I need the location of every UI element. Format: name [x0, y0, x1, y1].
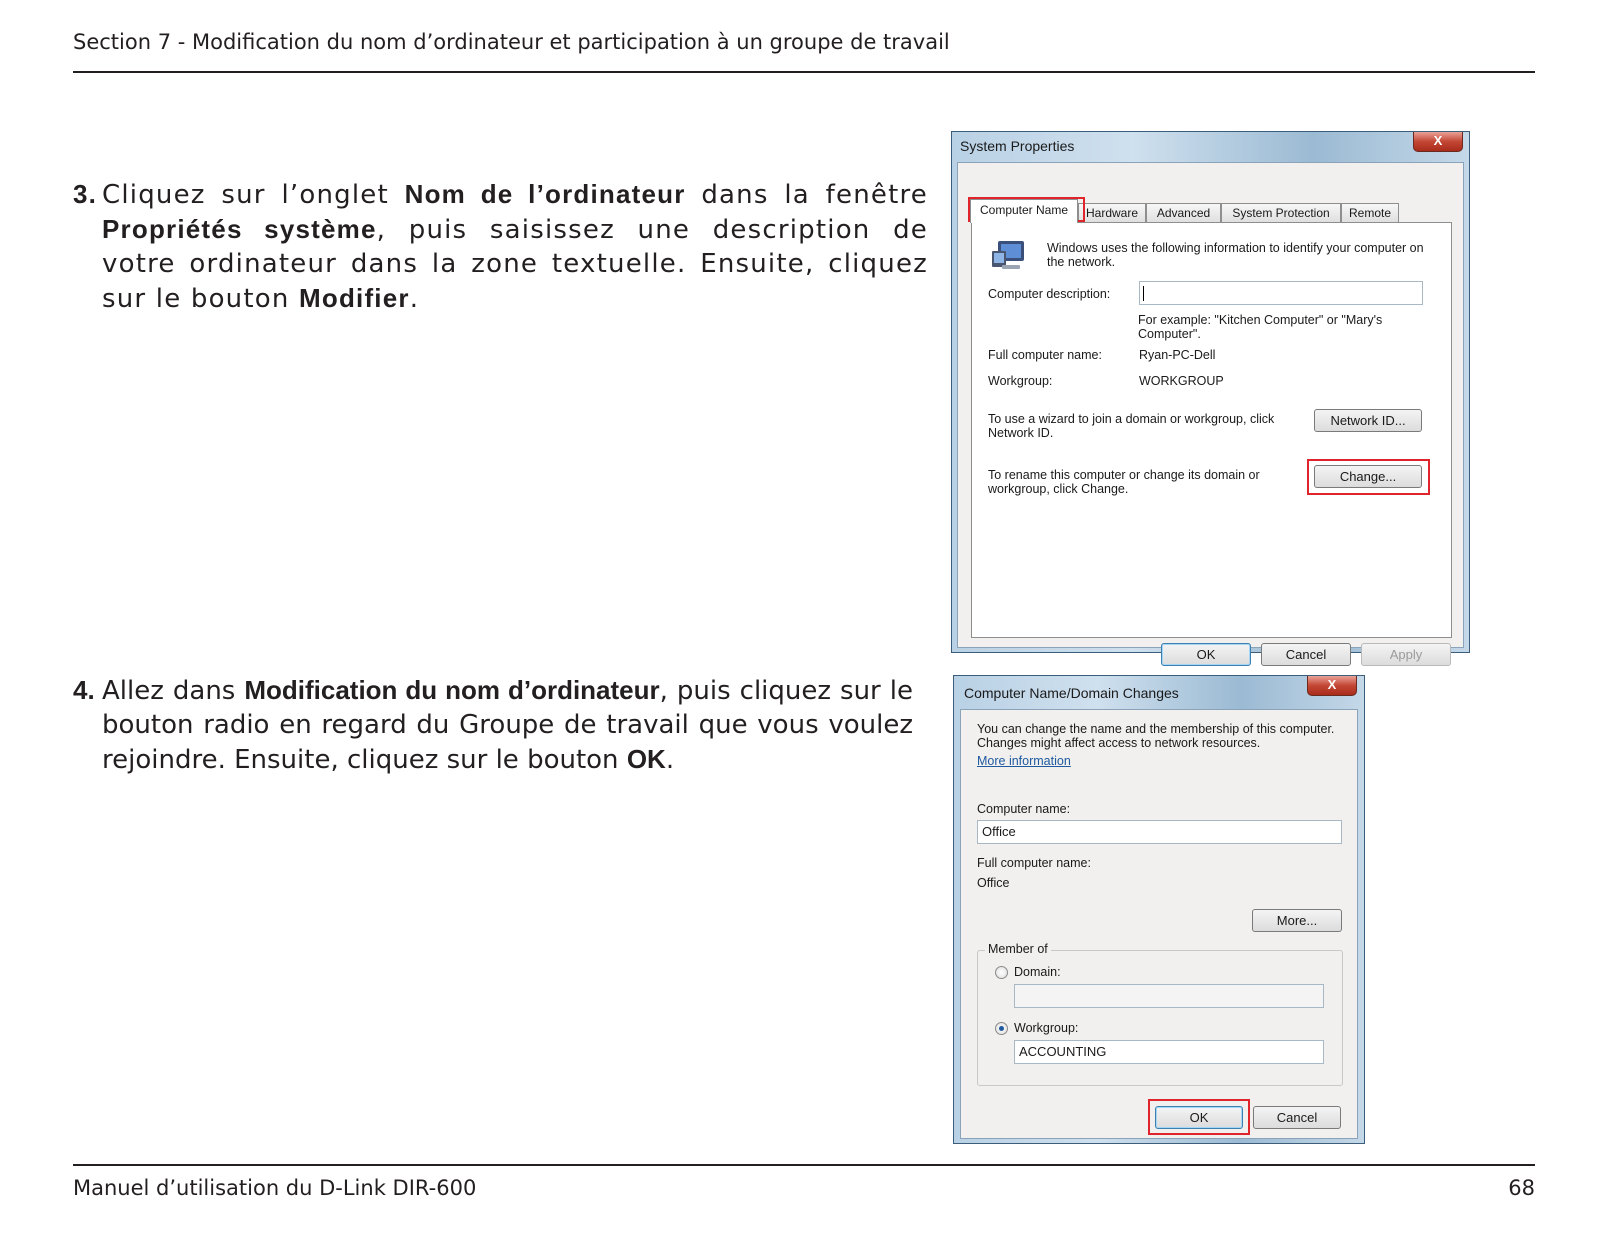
tab-computer-name[interactable]: Computer Name: [970, 199, 1078, 223]
computer-icon: [990, 239, 1028, 271]
computer-name-input[interactable]: Office: [977, 820, 1342, 844]
sp-intro-text: Windows uses the following information to identify your computer on the network.: [1047, 241, 1424, 269]
close-button[interactable]: X: [1413, 132, 1463, 152]
footer-divider: [73, 1164, 1535, 1166]
name-changes-title: Computer Name/Domain Changes: [964, 685, 1179, 701]
more-information-link[interactable]: More information: [977, 754, 1071, 768]
workgroup-radio[interactable]: [995, 1022, 1008, 1035]
computer-description-input[interactable]: [1139, 281, 1423, 305]
step-3-bold-1: Nom de l’ordinateur: [404, 179, 686, 209]
workgroup-label: Workgroup:: [988, 374, 1053, 388]
name-changes-window: [953, 675, 1365, 1144]
nc-full-name-value: Office: [977, 876, 1010, 890]
computer-name-label: Computer name:: [977, 802, 1071, 816]
step-3-text-3: , puis saisissez une description de votre ordinateur dans la zone textuelle. Ensuite, cliquez sur le bouton: [102, 215, 929, 314]
nc-ok-button[interactable]: OK: [1155, 1106, 1243, 1129]
change-description: To rename this computer or change its domain or workgroup, click Change.: [988, 468, 1260, 496]
step-3-text: [102, 177, 928, 316]
step-3-bold-2: Propriétés système: [102, 214, 377, 244]
step-4-bold-1: Modification du nom d’ordinateur: [244, 675, 660, 705]
step-4-bold-2: OK: [626, 744, 666, 774]
section-header: Section 7 - Modification du nom d’ordinateur et participation à un groupe de travail: [73, 30, 950, 54]
full-computer-name-value: Ryan-PC-Dell: [1139, 348, 1216, 362]
step-3-number: 3.: [73, 179, 98, 209]
nc-full-name-label: Full computer name:: [977, 856, 1091, 870]
manual-title: Manuel d’utilisation du D-Link DIR-600: [73, 1176, 477, 1200]
tab-system-protection[interactable]: System Protection: [1221, 203, 1341, 223]
header-divider: [73, 71, 1535, 73]
nc-cancel-button[interactable]: Cancel: [1253, 1106, 1341, 1129]
system-properties-title: System Properties: [960, 138, 1075, 154]
step-3-text-1: Cliquez sur l’onglet: [102, 180, 405, 210]
change-button-highlight: [1307, 459, 1430, 495]
close-button[interactable]: X: [1307, 676, 1357, 696]
nc-workgroup-label: Workgroup:: [1014, 1021, 1079, 1035]
member-of-label: Member of: [985, 942, 1051, 956]
step-4-text: [102, 673, 913, 777]
page-number: 68: [1508, 1176, 1535, 1200]
step-4: [73, 673, 913, 777]
network-id-description: To use a wizard to join a domain or workgroup, click Network ID.: [988, 412, 1275, 440]
tab-hardware[interactable]: Hardware: [1078, 203, 1146, 223]
step-3: [73, 177, 928, 316]
step-3-text-2: dans la fenêtre: [685, 180, 928, 210]
network-id-button[interactable]: Network ID...: [1314, 409, 1422, 432]
step-4-text-2: , puis cliquez sur le bouton radio en regard du Groupe de travail que vous voulez rejoindre. Ensuite, cliquez sur le bouton: [102, 676, 913, 775]
system-properties-client: [957, 162, 1464, 662]
tab-advanced[interactable]: Advanced: [1146, 203, 1221, 223]
domain-radio[interactable]: [995, 966, 1008, 979]
system-properties-window: [951, 131, 1470, 662]
domain-input[interactable]: [1014, 984, 1324, 1008]
step-4-text-1: Allez dans: [102, 676, 245, 706]
workgroup-input[interactable]: ACCOUNTING: [1014, 1040, 1324, 1064]
computer-name-panel: [971, 222, 1452, 638]
step-4-number: 4.: [73, 675, 95, 705]
cancel-button[interactable]: Cancel: [1261, 643, 1351, 666]
full-computer-name-label: Full computer name:: [988, 348, 1102, 362]
tab-remote[interactable]: Remote: [1341, 203, 1399, 223]
change-button[interactable]: Change...: [1314, 465, 1422, 488]
computer-description-label: Computer description:: [988, 287, 1111, 301]
ok-button-highlight: [1148, 1099, 1250, 1135]
domain-label: Domain:: [1014, 965, 1061, 979]
nc-intro-text: You can change the name and the membership of this computer. Changes might affect access to network resources.: [977, 722, 1335, 750]
step-3-text-4: .: [409, 284, 420, 314]
workgroup-value: WORKGROUP: [1139, 374, 1224, 388]
ok-button[interactable]: OK: [1161, 643, 1251, 666]
name-changes-client: [960, 709, 1358, 1139]
description-example-text: For example: "Kitchen Computer" or "Mary's Computer".: [1138, 313, 1383, 341]
apply-button[interactable]: Apply: [1361, 643, 1451, 666]
more-button[interactable]: More...: [1252, 909, 1342, 932]
step-3-bold-3: Modifier: [299, 283, 410, 313]
step-4-text-3: .: [665, 745, 675, 775]
text-caret: [1143, 286, 1144, 301]
